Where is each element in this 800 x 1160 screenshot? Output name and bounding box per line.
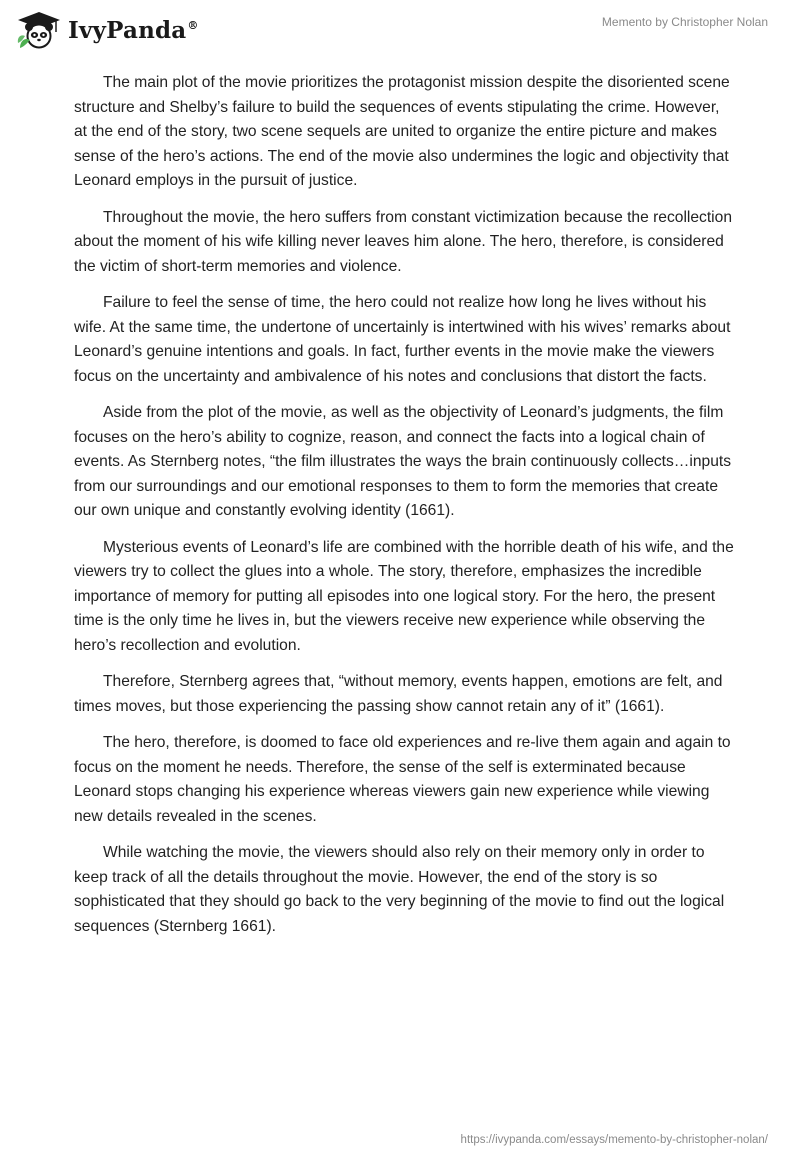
panda-graduate-icon [16, 10, 62, 50]
paragraph: Throughout the movie, the hero suffers from constant victimization because the recollection about the moment of his wife killing never leaves him alone. The hero, therefore, is considered the victim of short-term memories and violence. [74, 208, 732, 275]
paragraph: While watching the movie, the viewers should also rely on their memory only in order to keep track of all the details throughout the movie. However, the end of the story is so sophisticated that they should go back to the very beginning of the movie to find out the logical sequences (Sternberg 1661). [74, 844, 725, 935]
source-url[interactable]: https://ivypanda.com/essays/memento-by-christopher-nolan/ [460, 1134, 768, 1146]
running-title: Memento by Christopher Nolan [601, 15, 768, 29]
paragraph: The hero, therefore, is doomed to face old experiences and re-live them again and again to focus on the moment he needs. Therefore, the sense of the self is exterminated because Leonard stops changing his experience whereas viewers gain new experience while viewing new details revealed in the scenes. [74, 734, 731, 825]
ivypanda-logo[interactable] [16, 10, 199, 50]
brand-name: IvyPanda® [68, 16, 199, 44]
essay-body [74, 71, 734, 951]
page-header [0, 0, 800, 60]
paragraph: Aside from the plot of the movie, as well as the objectivity of Leonard’s judgments, the film focuses on the hero’s ability to cognize, reason, and connect the facts into a logical chain of events. As Sternberg notes, “the film illustrates the ways the brain continuously collects…inputs from our surroundings and our emotional responses to them to form the memories that create our own unique and constantly evolving identity (1661). [74, 404, 731, 519]
paragraph: The main plot of the movie prioritizes the protagonist mission despite the disoriented scene structure and Shelby’s failure to build the sequences of events stipulating the crime. However, at the end of the story, two scene sequels are united to organize the entire picture and makes sense of the hero’s actions. The end of the movie also undermines the logic and objectivity that Leonard employs in the pursuit of justice. [74, 74, 730, 189]
paragraph: Mysterious events of Leonard’s life are combined with the horrible death of his wife, and the viewers try to collect the glues into a whole. The story, therefore, emphasizes the incredible importance of memory for putting all episodes into one logical story. For the hero, the present time is the only time he lives in, but the viewers receive new experience while observing the hero’s recollection and evolution. [74, 538, 734, 654]
paragraph: Therefore, Sternberg agrees that, “without memory, events happen, emotions are felt, and times moves, but those experiencing the passing show cannot retain any of it” (1661). [74, 673, 723, 715]
paragraph: Failure to feel the sense of time, the hero could not realize how long he lives without his wife. At the same time, the undertone of uncertainly is intertwined with his wives’ remarks about Leonard’s genuine intentions and goals. In fact, further events in the movie make the viewers focus on the uncertainty and ambivalence of his notes and conclusions that distort the facts. [74, 294, 731, 385]
registered-mark: ® [187, 18, 199, 32]
